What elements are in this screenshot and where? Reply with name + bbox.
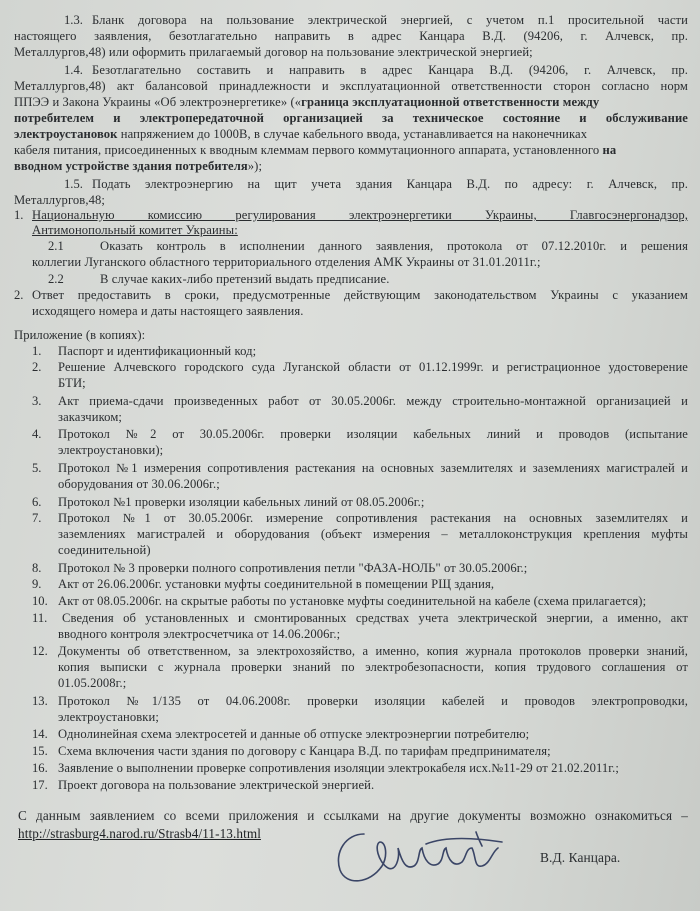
item-number: 2. <box>14 288 24 302</box>
item-number: 9. <box>32 577 42 591</box>
item-number: 7. <box>32 511 42 525</box>
attachment-line: Протокол №1 измерения сопротивления растекания на основных заземлителях и заземлениях магистралей и <box>58 461 688 475</box>
attachment-line: оборудования от 30.06.2006г.; <box>58 477 220 491</box>
text-line: исходящего номера и даты настоящего заявления. <box>32 304 304 318</box>
text-line: коллегии Луганского областного территориального отделения АМК Украины от 31.01.2011г.; <box>32 255 541 269</box>
item-number: 13. <box>32 694 48 708</box>
item-number: 1. <box>14 208 24 222</box>
attachment-line: Протокол №1/135 от 04.06.2008г. проверки изоляции кабелей и проводов электропроводки, <box>58 694 688 708</box>
attachment-line: Акт от 26.06.2006г. установки муфты соединительной в помещении РЩ здания, <box>58 577 495 591</box>
text-line: Бланк договора на пользование электрической энергией, с учетом п.1 просительной части <box>92 13 688 27</box>
item-number: 1. <box>32 344 42 358</box>
underlined-text-line: Национальную комиссию регулирования электроэнергетики Украины, Главгосэнергонадзор, <box>32 208 688 222</box>
text-line <box>14 158 262 174</box>
attachment-line: вводного контроля электросчетчика от 14.06.2006г.; <box>58 627 341 641</box>
item-number: 2.2 <box>48 272 64 286</box>
attachment-line: копия выписки с журнала проверки знаний по электробезопасности, копия трудового соглашения от <box>58 660 688 674</box>
attachment-line: Протокол № 3 проверки полного сопротивления петли "ФАЗА-НОЛЬ" от 30.05.2006г.; <box>58 561 528 575</box>
text-fragment: напряжением до 1000В, в случае кабельного ввода, устанавливается на наконечниках <box>117 127 588 141</box>
attachment-line: Протокол №1 проверки изоляции кабельных линий от 08.05.2006г.; <box>58 495 425 509</box>
attachment-line: электроустановки); <box>58 443 164 457</box>
item-number: 12. <box>32 644 48 658</box>
item-number: 15. <box>32 744 48 758</box>
item-number: 4. <box>32 427 42 441</box>
item-number: 6. <box>32 495 42 509</box>
text-line: настоящего заявления, безотлагательно направить в адрес Канцара В.Д. (94206, г. Алчевск, пр. <box>14 29 688 43</box>
attachment-line: БТИ; <box>58 376 86 390</box>
attachment-line: Схема включения части здания по договору с Канцара В.Д. по тарифам предпринимателя; <box>58 744 551 758</box>
bold-fragment: вводном устройстве здания потребителя <box>14 159 248 173</box>
text-fragment: »); <box>247 159 263 173</box>
text-fragment: ППЭЭ и Закона Украины «Об электроэнергетике» (« <box>14 95 302 109</box>
text-line: Металлургов,48) акт балансовой принадлежности и эксплуатационной ответственности сторон согласно норм <box>14 79 688 93</box>
attachments-heading: Приложение (в копиях): <box>14 328 146 342</box>
text-line: В случае каких-либо претензий выдать предписание. <box>100 272 390 286</box>
attachment-line: Протокол №1 от 30.05.2006г. измерение сопротивления растекания на основных заземлителях и <box>58 511 688 525</box>
item-number: 11. <box>32 611 48 625</box>
bold-fragment: граница эксплуатационной ответственности между <box>301 95 600 109</box>
attachment-line: 01.05.2008г.; <box>58 676 127 690</box>
document-link[interactable]: http://strasburg4.narod.ru/Strasb4/11-13.html <box>18 826 261 841</box>
attachment-line: Решение Алчевского городского суда Луганской области от 01.12.1999г. и регистрационное удостоверение <box>58 360 688 374</box>
footer-note: С данным заявлением со всеми приложения и ссылками на другие документы возможно ознакомиться – <box>18 808 688 823</box>
item-number: 8. <box>32 561 42 575</box>
attachment-line: Заявление о выполнении проверке сопротивления изоляции электрокабеля исх.№11-29 от 21.02.2011г.; <box>58 761 619 775</box>
signature-image <box>326 812 516 892</box>
bold-text-line: потребителем и электропередаточной организацией за техническое состояние и обслуживание <box>14 111 688 125</box>
item-number: 1.5. <box>64 177 83 191</box>
text-line <box>14 142 616 158</box>
attachment-line: Протокол №2 от 30.05.2006г. проверки изоляции кабельных линий и проводов (испытание <box>58 427 688 441</box>
text-line: Металлургов,48; <box>14 193 105 207</box>
text-line: Оказать контроль в исполнении данного заявления, протокола от 07.12.2010г. и решения <box>100 239 688 253</box>
attachment-line: Акт от 08.05.2006г. на скрытые работы по установке муфты соединительной на кабеле (схема прилагается); <box>58 594 647 608</box>
attachment-line: Документы об ответственном, за электрохозяйство, а именно, копия журнала протоколов проверки знаний, <box>58 644 688 658</box>
attachment-line: Однолинейная схема электросетей и данные об отпуске электроэнергии потребителю; <box>58 727 530 741</box>
text-line: Безотлагательно составить и направить в адрес Канцара В.Д. (94206, г. Алчевск, пр. <box>92 63 688 77</box>
signer-name: В.Д. Канцара. <box>540 850 621 865</box>
attachment-line: Сведения об установленных и смонтированных средствах учета электрической энергии, а именно, акт <box>62 611 688 625</box>
text-line: Металлургов,48) или оформить прилагаемый договор на пользование электрической энергией; <box>14 45 533 59</box>
attachment-line: заземлениях магистралей и оборудования (объект измерения – металлоконструкция крепления муфты <box>58 527 688 541</box>
underlined-text-line: Антимонопольный комитет Украины: <box>32 223 238 237</box>
text-line <box>14 94 688 110</box>
item-number: 17. <box>32 778 48 792</box>
attachment-line: электроустановки; <box>58 710 159 724</box>
item-number: 14. <box>32 727 48 741</box>
item-number: 2.1 <box>48 239 64 253</box>
item-number: 5. <box>32 461 42 475</box>
item-number: 3. <box>32 394 42 408</box>
attachment-line: Паспорт и идентификационный код; <box>58 344 257 358</box>
text-line: Подать электроэнергию на щит учета здания Канцара В.Д. по адресу: г. Алчевск, пр. <box>92 177 688 191</box>
attachment-line: Акт приема-сдачи произведенных работ от 30.05.2006г. между строительно-монтажной организацией и <box>58 394 688 408</box>
item-number: 16. <box>32 761 48 775</box>
item-number: 1.3. <box>64 13 83 27</box>
attachment-line: заказчиком; <box>58 410 122 424</box>
text-line: Ответ предоставить в сроки, предусмотренные действующим законодательством Украины с указанием <box>32 288 688 302</box>
item-number: 10. <box>32 594 48 608</box>
text-line <box>14 126 688 142</box>
bold-fragment: электроустановок <box>14 127 118 141</box>
item-number: 2. <box>32 360 42 374</box>
attachment-line: Проект договора на пользование электрической энергией. <box>58 778 375 792</box>
item-number: 1.4. <box>64 63 83 77</box>
bold-fragment: на <box>602 143 617 157</box>
attachment-line: соединительной) <box>58 543 151 557</box>
text-fragment: кабеля питания, присоединенных к вводным клеммам первого коммутационного аппарата, установленного <box>14 143 603 157</box>
